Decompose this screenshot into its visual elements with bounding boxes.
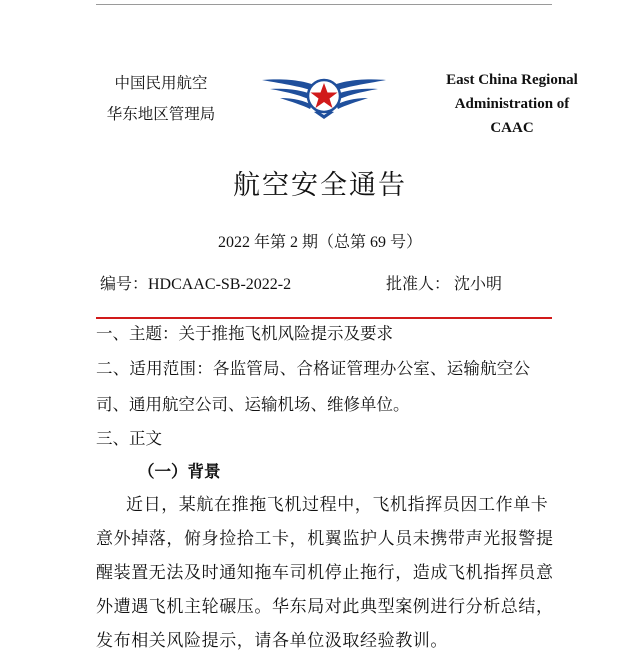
section-subject: 一、主题：关于推拖飞机风险提示及要求 bbox=[96, 324, 393, 343]
org-cn-line-2: 华东地区管理局 bbox=[106, 105, 216, 123]
subsection-background-heading: （一）背景 bbox=[138, 462, 221, 481]
paragraph-line: 近日，某航在推拖飞机过程中，飞机指挥员因工作单卡 bbox=[126, 495, 549, 515]
org-name-chinese bbox=[96, 68, 226, 130]
org-en-line-3: CAAC bbox=[490, 120, 534, 136]
document-number: 编号：HDCAAC-SB-2022-2 bbox=[100, 276, 292, 293]
section-scope-line-2: 司、通用航空公司、运输机场、维修单位。 bbox=[96, 395, 410, 414]
paragraph-line: 外遭遇飞机主轮碾压。华东局对此典型案例进行分析总结， bbox=[96, 597, 554, 617]
approver: 批准人： 沈小明 bbox=[386, 276, 503, 293]
document-meta bbox=[100, 271, 550, 295]
paragraph-line: 意外掉落，俯身捡拾工卡，机翼监护人员未携带声光报警提 bbox=[96, 529, 554, 549]
paragraph-line: 发布相关风险提示，请各单位汲取经验教训。 bbox=[96, 631, 448, 651]
org-cn-line-1: 中国民用航空 bbox=[114, 74, 208, 92]
issue-number: 2022 年第 2 期（总第 69 号） bbox=[217, 234, 422, 251]
org-en-line-2: Administration of bbox=[454, 96, 570, 112]
top-divider bbox=[96, 4, 552, 5]
section-body-heading: 三、正文 bbox=[96, 429, 162, 448]
section-scope-line-1: 二、适用范围：各监管局、合格证管理办公室、运输航空公 bbox=[96, 359, 531, 378]
paragraph-line: 醒装置无法及时通知拖车司机停止拖行，造成飞机指挥员意 bbox=[96, 563, 554, 583]
org-en-line-1: East China Regional bbox=[446, 72, 578, 88]
red-divider bbox=[96, 317, 552, 319]
page-title: 航空安全通告 bbox=[233, 170, 407, 201]
org-name-english bbox=[412, 68, 612, 140]
caac-logo-icon bbox=[258, 72, 390, 122]
